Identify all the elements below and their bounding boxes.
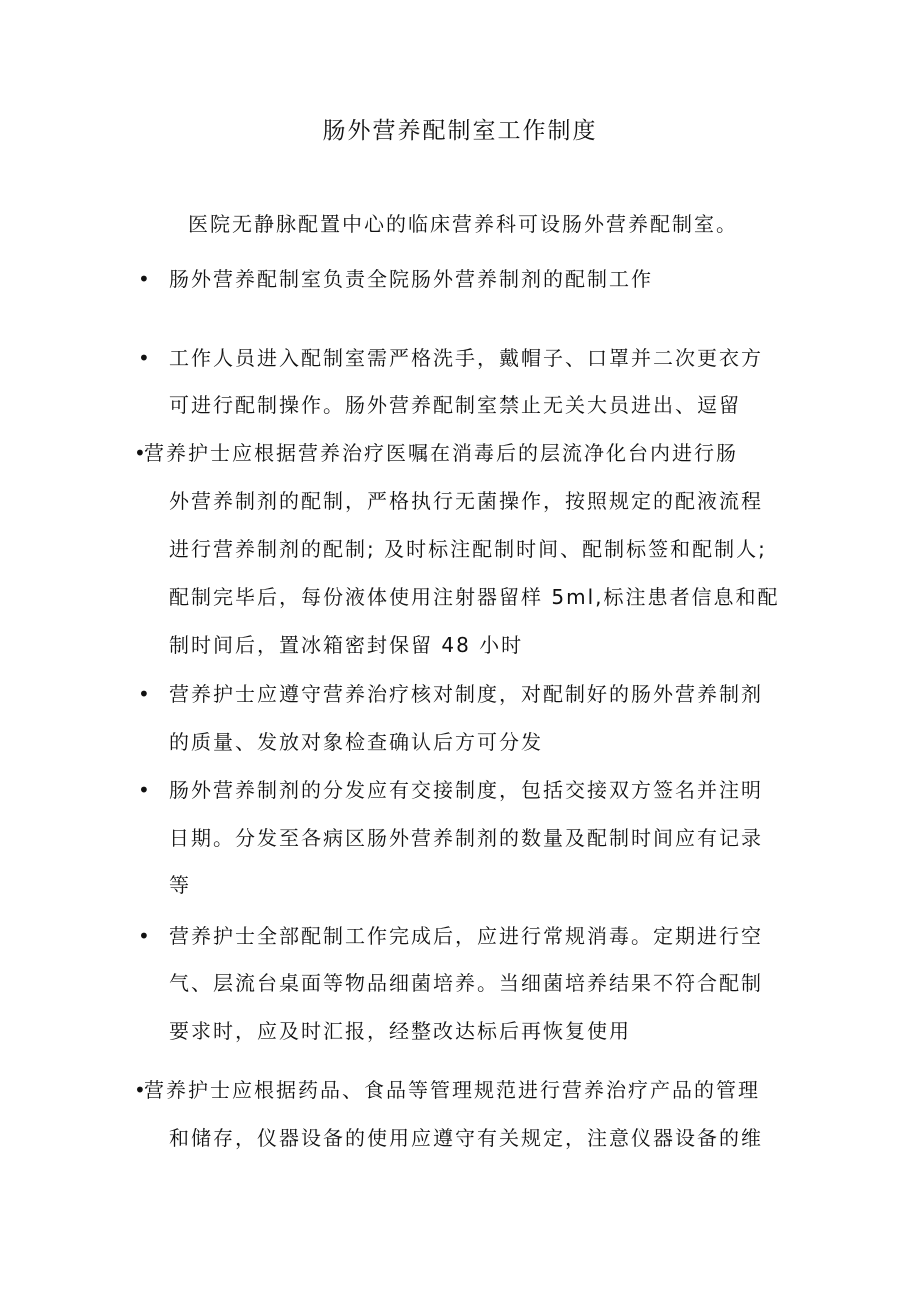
bullet-marker: • (138, 346, 150, 370)
item-line: 进行营养制剂的配制; 及时标注配制时间、配制标签和配制人; (169, 537, 767, 561)
item-line: 营养护士应根据药品、食品等管理规范进行营养治疗产品的管理 (144, 1078, 760, 1102)
item-line: 的质量、发放对象检查确认后方可分发 (169, 730, 543, 754)
item-line: 要求时，应及时汇报，经整改达标后再恢复使用 (169, 1019, 631, 1043)
bullet-marker: • (138, 778, 150, 802)
item-line: 气、层流台桌面等物品细菌培养。当细菌培养结果不符合配制 (169, 971, 763, 995)
item-line: 配制完毕后，每份液体使用注射器留样 5ml,标注患者信息和配 (169, 585, 780, 609)
item-line: 外营养制剂的配制，严格执行无菌操作，按照规定的配液流程 (169, 489, 763, 513)
item-line: 工作人员进入配制室需严格洗手，戴帽子、口罩并二次更衣方 (169, 346, 763, 370)
item-line: 等 (169, 873, 191, 897)
item-line: 日期。分发至各病区肠外营养制剂的数量及配制时间应有记录 (169, 826, 763, 850)
bullet-marker: • (138, 682, 150, 706)
item-line: 肠外营养制剂的分发应有交接制度，包括交接双方签名并注明 (169, 778, 763, 802)
bullet-marker: • (138, 924, 150, 948)
item-line: 肠外营养配制室负责全院肠外营养制剂的配制工作 (169, 267, 653, 291)
bullet-marker: • (134, 1078, 148, 1102)
item-line: 可进行配制操作。肠外营养配制室禁止无关大员进出、逗留 (169, 393, 741, 417)
item-line: 营养护士全部配制工作完成后，应进行常规消毒。定期进行空 (169, 924, 763, 948)
intro-paragraph: 医院无静脉配置中心的临床营养科可设肠外营养配制室。 (188, 212, 738, 236)
item-line: 营养护士应根据营养治疗医嘱在消毒后的层流净化台内进行肠 (144, 441, 738, 465)
bullet-marker: • (138, 267, 150, 291)
bullet-marker: • (134, 441, 148, 465)
item-line: 制时间后，置冰箱密封保留 48 小时 (169, 633, 524, 657)
item-line: 和储存，仪器设备的使用应遵守有关规定，注意仪器设备的维 (169, 1126, 763, 1150)
document-title: 肠外营养配制室工作制度 (322, 118, 598, 144)
item-line: 营养护士应遵守营养治疗核对制度，对配制好的肠外营养制剂 (169, 682, 763, 706)
